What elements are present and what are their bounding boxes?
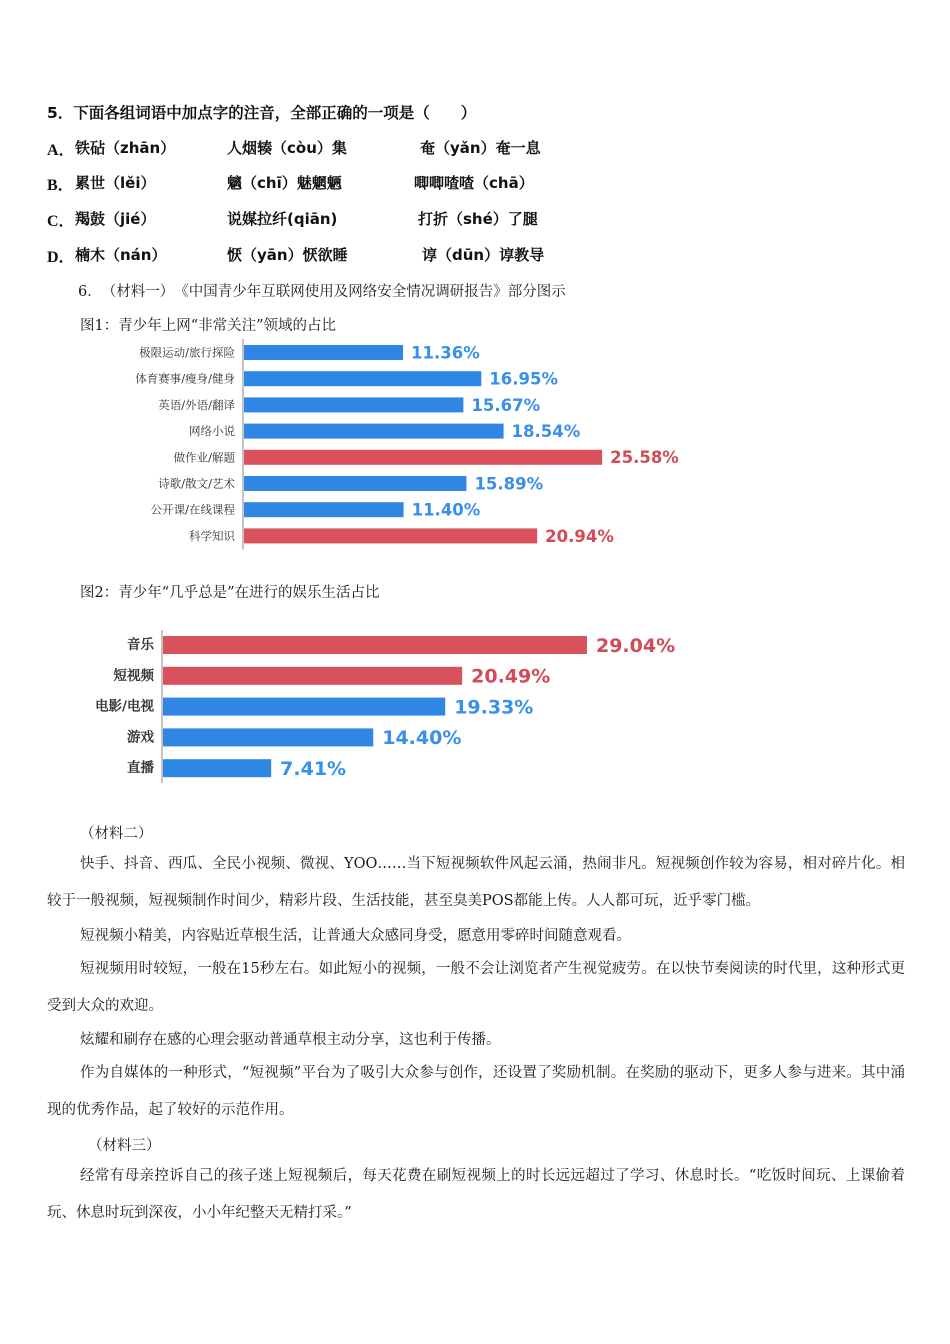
chart-bar: [244, 424, 504, 439]
chart-data-label: 29.04%: [595, 634, 676, 657]
chart-category-label: 极限运动/旅行探险: [139, 345, 235, 360]
option-item: 羯鼓（jié）: [75, 210, 156, 228]
chart-bar: [244, 450, 602, 465]
chart-category-label: 游戏: [127, 729, 154, 746]
chart-category-label: 英语/外语/翻译: [158, 397, 235, 412]
chart-bar: [244, 502, 404, 517]
chart-bar: [244, 476, 466, 491]
option-item: 魑（chī）魅魍魉: [227, 174, 342, 192]
chart-bar: [244, 528, 537, 543]
chart-category-label: 诗歌/散文/艺术: [158, 476, 235, 491]
material2-paragraph: 作为自媒体的一种形式，“短视频”平台为了吸引大众参与创作，还设置了奖励机制。在奖励的驱动下，更多人参与进来。其中涌现的优秀作品，起了较好的示范作用。: [47, 1065, 905, 1118]
fig2-caption: 图2：青少年“几乎总是”在进行的娱乐生活占比: [80, 585, 380, 601]
option-item: 奄（yǎn）奄一息: [420, 139, 541, 157]
chart-bar: [163, 636, 587, 654]
chart-category-label: 做作业/解题: [173, 450, 235, 465]
chart-bar: [163, 667, 462, 685]
chart-bar: [163, 759, 271, 777]
chart-fig1: [0, 336, 950, 556]
material2-paragraph: 短视频小精美，内容贴近草根生活，让普通大众感同身受，愿意用零碎时间随意观看。: [80, 928, 631, 944]
option-item: 累世（lěi）: [75, 174, 156, 192]
chart-data-label: 16.95%: [489, 369, 559, 389]
chart-bar: [163, 728, 373, 746]
option-item: 恹（yān）恹欲睡: [227, 246, 348, 264]
option-letter: C．: [47, 213, 75, 230]
option-item: 说媒拉纤(qiān): [227, 210, 338, 228]
chart-data-label: 14.40%: [382, 727, 462, 750]
chart-data-label: 15.67%: [471, 395, 541, 415]
q5-stem: 5．下面各组词语中加点字的注音，全部正确的一项是（ ）: [47, 104, 477, 122]
chart-data-label: 25.58%: [610, 448, 679, 468]
chart-category-label: 体育赛事/瘦身/健身: [135, 371, 235, 386]
chart-category-label: 直播: [127, 760, 154, 777]
chart-category-label: 网络小说: [189, 424, 235, 439]
chart-data-label: 20.49%: [471, 665, 551, 688]
chart-category-label: 音乐: [127, 637, 154, 653]
material2-paragraph: 短视频用时较短，一般在15秒左右。如此短小的视频，一般不会让浏览者产生视觉疲劳。在以快节奏阅读的时代里，这种形式更受到大众的欢迎。: [47, 961, 905, 1014]
chart-data-label: 11.36%: [411, 343, 480, 363]
option-item: 人烟辏（còu）集: [227, 139, 347, 157]
fig1-caption: 图1：青少年上网“非常关注”领域的占比: [80, 318, 337, 334]
chart-data-label: 11.40%: [411, 500, 481, 520]
chart-data-label: 20.94%: [545, 526, 614, 546]
option-letter: D．: [47, 249, 75, 266]
option-letter: B．: [47, 177, 74, 194]
option-item: 谆（dūn）谆教导: [422, 246, 545, 264]
chart-bar: [244, 371, 481, 386]
chart-data-label: 7.41%: [280, 758, 347, 781]
chart-category-label: 电影/电视: [95, 698, 154, 715]
chart-category-label: 科学知识: [189, 528, 235, 543]
material2-paragraph: 炫耀和刷存在感的心理会驱动普通草根主动分享，这也利于传播。: [80, 1032, 501, 1048]
chart-bar: [244, 345, 403, 360]
material2-paragraph: 快手、抖音、西瓜、全民小视频、微视、YOO……当下短视频软件风起云涌，热闹非凡。短视频创作较为容易，相对碎片化。相较于一般视频，短视频制作时间少，精彩片段、生活技能，甚至臭美POS都能上传。人人都可玩，近乎零门槛。: [47, 856, 905, 909]
option-item: 楠木（nán）: [75, 246, 167, 264]
chart-data-label: 18.54%: [511, 422, 581, 442]
material3-paragraph: 经常有母亲控诉自己的孩子迷上短视频后，每天花费在刷短视频上的时长远远超过了学习、休息时长。“吃饭时间玩、上课偷着玩、休息时玩到深夜，小小年纪整天无精打采。”: [47, 1168, 905, 1221]
material2-heading: （材料二）: [80, 826, 153, 842]
chart-fig2: [0, 620, 950, 790]
option-item: 铁砧（zhān）: [75, 139, 176, 157]
chart-category-label: 公开课/在线课程: [150, 502, 235, 517]
chart-data-label: 15.89%: [474, 474, 544, 494]
option-item: 唧唧喳喳（chā）: [414, 174, 534, 192]
option-item: 打折（shé）了腿: [418, 210, 538, 228]
material3-heading: （材料三）: [88, 1138, 161, 1154]
chart-bar: [244, 397, 463, 412]
option-letter: A．: [47, 142, 75, 159]
chart-category-label: 短视频: [113, 667, 154, 684]
chart-data-label: 19.33%: [454, 696, 534, 719]
chart-bar: [163, 698, 445, 716]
material1-heading: 6． （材料一） 《中国青少年互联网使用及网络安全情况调研报告》部分图示: [78, 284, 566, 300]
